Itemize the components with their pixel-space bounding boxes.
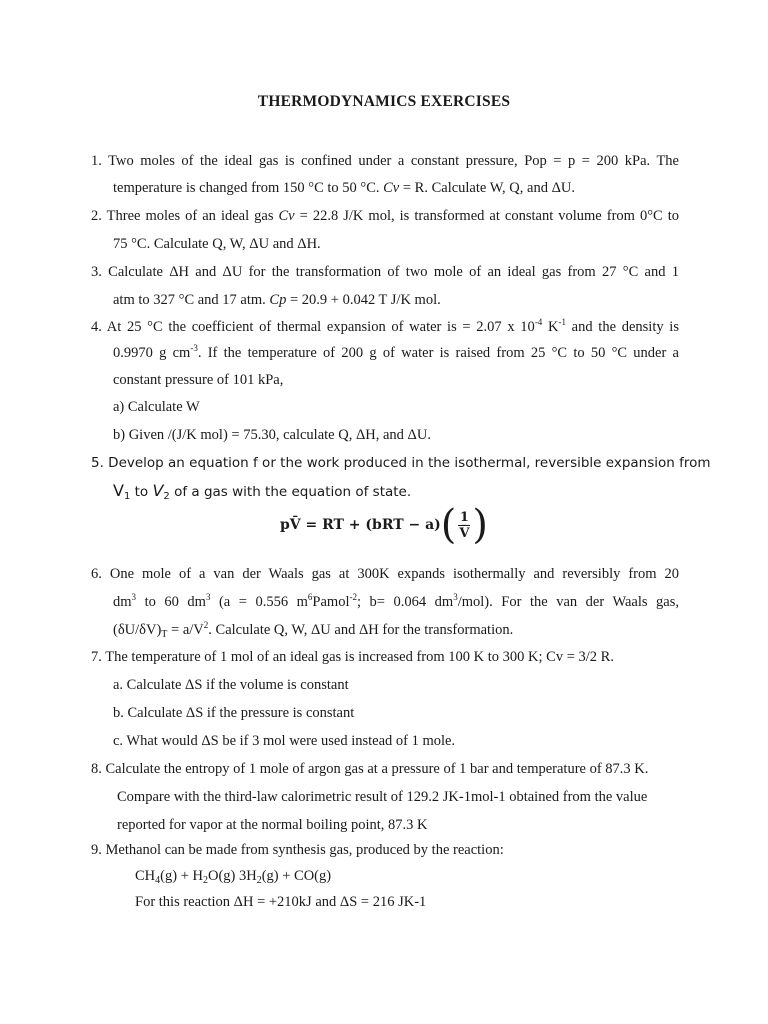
q2-cv: Cv <box>278 208 295 224</box>
q6-text-e: ; b= 0.064 dm <box>356 594 454 610</box>
fraction-denominator: V̄ <box>459 525 470 541</box>
q9-r-b: (g) + H <box>160 868 203 884</box>
q3-text-b: = 20.9 + 0.042 T J/K mol. <box>286 292 441 308</box>
q3-text-a: atm to 327 °C and 17 atm. <box>113 292 270 308</box>
q6-sup-3: 6 <box>307 592 313 602</box>
q6-line-1: 6. One mole of a van der Waals gas at 300K expands isothermally and reversibly from 20 <box>91 566 679 582</box>
q2-line-2: 75 °C. Calculate Q, W, ΔU and ΔH. <box>113 236 321 252</box>
q8-line-2: Compare with the third-law calorimetric result of 129.2 JK-1mol-1 obtained from the value <box>117 789 648 805</box>
q6-sup-6: 2 <box>203 620 209 630</box>
q4-part-b: b) Given /(J/K mol) = 75.30, calculate Q, ΔH, and ΔU. <box>113 427 431 443</box>
q4-line-1 <box>91 317 679 337</box>
q4-text-d: 0.9970 g cm <box>113 345 191 361</box>
q6-line-2 <box>113 592 679 612</box>
q6-text-c: (a = 0.556 m <box>210 594 308 610</box>
q6-sup-4: -2 <box>349 592 357 602</box>
q9-r-sub-2: 2 <box>202 875 208 886</box>
q6-text-d: Pamol <box>312 594 350 610</box>
q5-v2: V <box>152 481 164 500</box>
q6-text-b: to 60 dm <box>136 594 206 610</box>
equation-close-paren: ) <box>472 502 489 548</box>
q6-sup-2: 3 <box>205 592 211 602</box>
q6-sub: T <box>161 629 168 640</box>
q3-cp: Cp <box>269 292 287 308</box>
q1-line-2 <box>113 178 575 198</box>
q5-equation-lhs: pV̄ = RT + (bRT − a) <box>279 517 441 533</box>
q7-part-b: b. Calculate ΔS if the pressure is constant <box>113 705 355 721</box>
q5-line-2 <box>113 481 411 502</box>
q9-r-a: CH <box>135 868 156 884</box>
q1-text-a: temperature is changed from 150 °C to 50 °C. <box>113 180 384 196</box>
q6-text-h: = a/V <box>167 622 204 638</box>
q7-part-c: c. What would ΔS be if 3 mol were used instead of 1 mole. <box>113 733 456 749</box>
q5-v1: V <box>113 481 124 500</box>
q6-line-3 <box>113 620 513 640</box>
q3-line-1: 3. Calculate ΔH and ΔU for the transformation of two mole of an ideal gas from 27 °C and 1 <box>91 264 679 280</box>
q3-line-2 <box>113 290 441 310</box>
q4-text-b: K <box>542 319 559 335</box>
equation-fraction <box>458 510 470 541</box>
q2-text-a: 2. Three moles of an ideal gas <box>91 208 279 224</box>
q7-line-1: 7. The temperature of 1 mol of an ideal gas is increased from 100 K to 300 K; Cv = 3/2 R. <box>91 649 614 665</box>
equation-open-paren: ( <box>440 502 457 548</box>
q6-text-f: /mol). For the van der Waals gas, <box>457 594 679 610</box>
q5-text-to: to <box>130 484 153 500</box>
q1-line-1: 1. Two moles of the ideal gas is confined under a constant pressure, Pop = p = 200 kPa. The <box>91 153 679 169</box>
q6-text-i: . Calculate Q, W, ΔU and ΔH for the transformation. <box>208 622 514 638</box>
q9-r-c: O(g) 3H <box>207 868 257 884</box>
q9-r-sub-3: 2 <box>256 875 262 886</box>
q4-text-c: and the density is <box>565 319 679 335</box>
q5-sub-1: 1 <box>123 491 131 502</box>
q9-r-sub-1: 4 <box>155 875 161 886</box>
q4-text-e: . If the temperature of 200 g of water is raised from 25 °C to 50 °C under a <box>197 345 679 361</box>
q6-text-g: (δU/δV) <box>113 622 162 638</box>
q9-line-1: 9. Methanol can be made from synthesis gas, produced by the reaction: <box>91 842 504 858</box>
q2-text-b: = 22.8 J/K mol, is transformed at constant volume from 0°C to <box>294 208 680 224</box>
q9-r-d: (g) + CO(g) <box>261 868 332 884</box>
q4-sup-1: -4 <box>534 317 543 327</box>
q4-line-2 <box>113 343 679 363</box>
q1-text-b: = R. Calculate W, Q, and ΔU. <box>399 180 576 196</box>
q4-part-a: a) Calculate W <box>113 399 200 415</box>
q8-line-3: reported for vapor at the normal boiling point, 87.3 K <box>117 817 428 833</box>
q4-line-3: constant pressure of 101 kPa, <box>113 372 284 388</box>
q6-sup-1: 3 <box>131 592 137 602</box>
q6-text-a: dm <box>113 594 132 610</box>
q2-line-1 <box>91 206 679 226</box>
q6-sup-5: 3 <box>453 592 458 602</box>
page-title: THERMODYNAMICS EXERCISES <box>257 93 511 110</box>
q8-line-1: 8. Calculate the entropy of 1 mole of argon gas at a pressure of 1 bar and temperature of 87.3 K. <box>91 761 649 777</box>
q7-part-a: a. Calculate ΔS if the volume is constant <box>113 677 349 693</box>
q1-cv: Cv <box>383 180 400 196</box>
q4-text-a: 4. At 25 °C the coefficient of thermal expansion of water is = 2.07 x 10 <box>91 319 535 335</box>
q9-line-3: For this reaction ΔH = +210kJ and ΔS = 216 JK-1 <box>135 894 427 910</box>
fraction-numerator: 1 <box>459 509 469 525</box>
q5-line-1: 5. Develop an equation f or the work produced in the isothermal, reversible expansion from <box>91 455 711 471</box>
q4-sup-3: -3 <box>190 343 198 353</box>
q9-reaction <box>135 866 331 886</box>
q5-equation <box>0 502 768 548</box>
q5-text-c: of a gas with the equation of state. <box>169 484 412 500</box>
q5-sub-2: 2 <box>163 491 170 502</box>
q4-sup-2: -1 <box>558 317 566 327</box>
